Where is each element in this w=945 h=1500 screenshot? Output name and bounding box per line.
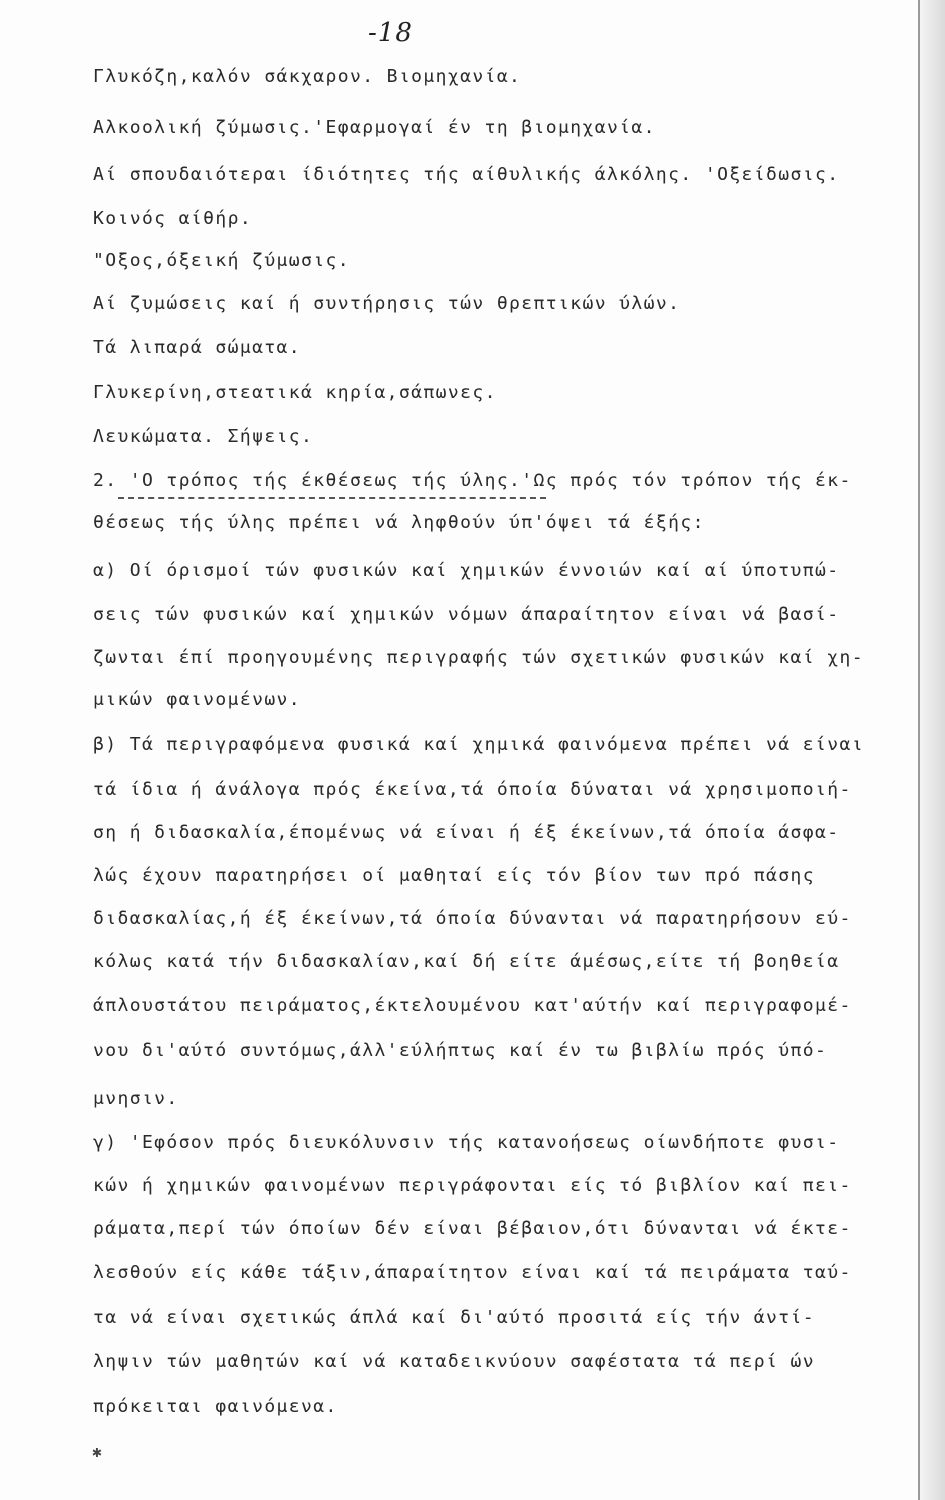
heading-underline — [118, 497, 546, 499]
page-number: -18 — [368, 18, 413, 48]
text-line: Γλυκερίνη,στεατικά κηρία,σάπωνες. — [93, 382, 497, 403]
text-line: ζωνται έπί προηγουμένης περιγραφής τών σχετικών φυσικών καί χη- — [93, 647, 864, 668]
text-line: Τά λιπαρά σώματα. — [93, 337, 302, 358]
text-line: άπλουστάτου πειράματος,έκτελουμένου κατ'αύτήν καί περιγραφομέ- — [93, 995, 852, 1016]
text-line: Λευκώματα. Σήψεις. — [93, 426, 314, 447]
text-line: Αί ζυμώσεις καί ή συντήρησις τών θρεπτικών ύλών. — [93, 293, 681, 314]
text-line: ράματα,περί τών όποίων δέν είναι βέβαιον,ότι δύνανται νά έκτε- — [93, 1218, 852, 1239]
text-line: λώς έχουν παρατηρήσει οί μαθηταί είς τόν βίον των πρό πάσης — [93, 865, 815, 886]
text-line: Κοινός αίθήρ. — [93, 208, 253, 229]
text-line: τα νά είναι σχετικώς άπλά καί δι'αύτό προσιτά είς τήν άντί- — [93, 1307, 815, 1328]
text-line: ληψιν τών μαθητών καί νά καταδεικνύουν σαφέστατα τά περί ών — [93, 1351, 815, 1372]
text-line: πρόκειται φαινόμενα. — [93, 1396, 338, 1417]
text-line: β) Τά περιγραφόμενα φυσικά καί χημικά φαινόμενα πρέπει νά είναι — [93, 734, 864, 755]
text-line: α) Οί όρισμοί τών φυσικών καί χημικών έννοιών καί αί ύποτυπώ- — [93, 560, 840, 581]
text-line: κών ή χημικών φαινομένων περιγράφονται είς τό βιβλίον καί πει- — [93, 1175, 852, 1196]
text-line: "Οξος,όξεική ζύμωσις. — [93, 250, 350, 271]
text-line: διδασκαλίας,ή έξ έκείνων,τά όποία δύνανται νά παρατηρήσουν εύ- — [93, 908, 852, 929]
text-line: σεις τών φυσικών καί χημικών νόμων άπαραίτητον είναι νά βασί- — [93, 604, 840, 625]
text-line: Γλυκόζη,καλόν σάκχαρον. Βιομηχανία. — [93, 66, 522, 87]
text-line: νου δι'αύτό συντόμως,άλλ'εύλήπτως καί έν τω βιβλίω πρός ύπό- — [93, 1040, 828, 1061]
text-line: γ) 'Εφόσον πρός διευκόλυνσιν τής κατανοήσεως οίωνδήποτε φυσι- — [93, 1132, 840, 1153]
ink-mark: ✱ — [92, 1442, 102, 1461]
section-heading: 2. 'Ο τρόπος τής έκθέσεως τής ύλης.'Ως πρός τόν τρόπον τής έκ- — [93, 470, 852, 491]
text-line: Αί σπουδαιότεραι ίδιότητες τής αίθυλικής άλκόλης. 'Οξείδωσις. — [93, 164, 840, 185]
text-line: τά ίδια ή άνάλογα πρός έκείνα,τά όποία δύναται νά χρησιμοποιή- — [93, 779, 852, 800]
text-line: λεσθούν είς κάθε τάξιν,άπαραίτητον είναι καί τά πειράματα ταύ- — [93, 1262, 852, 1283]
text-line: θέσεως τής ύλης πρέπει νά ληφθούν ύπ'όψει τά έξής: — [93, 512, 705, 533]
text-line: κόλως κατά τήν διδασκαλίαν,καί δή είτε άμέσως,είτε τή βοηθεία — [93, 951, 840, 972]
text-line: μνησιν. — [93, 1088, 179, 1109]
page-edge-shadow — [918, 0, 945, 1500]
text-line: μικών φαινομένων. — [93, 689, 302, 710]
text-line: ση ή διδασκαλία,έπομένως νά είναι ή έξ έκείνων,τά όποία άσφα- — [93, 822, 840, 843]
text-line: Αλκοολική ζύμωσις.'Εφαρμογαί έν τη βιομηχανία. — [93, 117, 656, 138]
